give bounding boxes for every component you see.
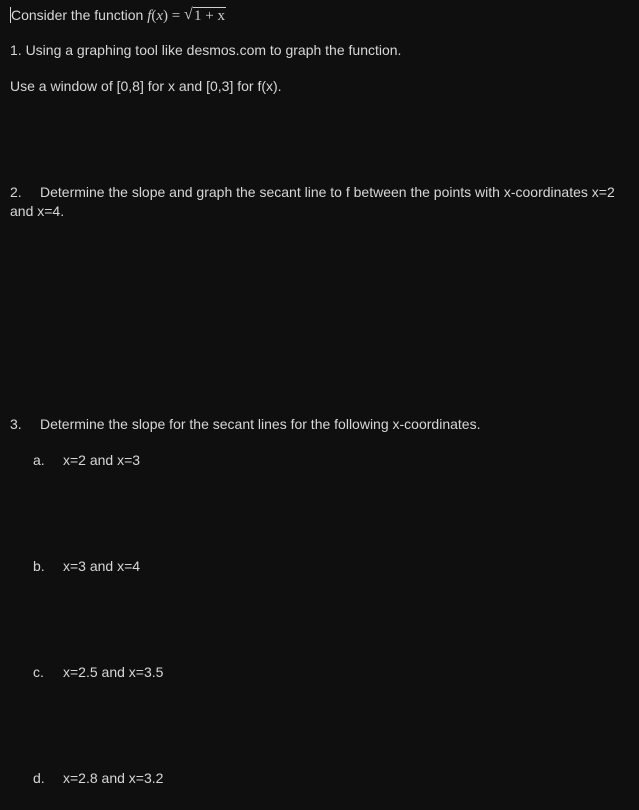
intro-line	[10, 6, 226, 25]
item-text: x=2.8 and x=3.2	[63, 770, 164, 786]
question-2-text: Determine the slope and graph the secant line to f between the points with x-coordinates x=2 and x=4.	[10, 184, 615, 219]
equals-sign: =	[168, 8, 185, 24]
square-root	[184, 7, 226, 25]
item-letter: b.	[33, 558, 45, 574]
question-3-text: Determine the slope for the secant lines for the following x-coordinates.	[40, 416, 481, 432]
list-item	[33, 557, 140, 575]
function-variable: x	[156, 8, 164, 24]
radicand: 1 + x	[194, 8, 225, 24]
function-formula: f(x) = √ 1 + x	[147, 6, 225, 24]
list-item	[33, 769, 163, 787]
radical-icon: √	[184, 6, 193, 23]
question-1-window: Use a window of [0,8] for x and [0,3] for f(x).	[10, 78, 282, 94]
item-text: x=2 and x=3	[63, 452, 141, 468]
question-3	[10, 415, 480, 433]
question-3-number: 3.	[10, 416, 22, 432]
intro-text: Consider the function	[11, 7, 148, 23]
item-letter: c.	[33, 664, 44, 680]
list-item	[33, 663, 163, 681]
item-letter: a.	[33, 452, 45, 468]
question-2-number: 2.	[10, 184, 22, 200]
item-text: x=2.5 and x=3.5	[63, 664, 164, 680]
question-1: 1. Using a graphing tool like desmos.com to graph the function.	[10, 42, 402, 58]
question-2	[10, 183, 625, 221]
list-item	[33, 451, 140, 469]
item-letter: d.	[33, 770, 45, 786]
item-text: x=3 and x=4	[63, 558, 141, 574]
function-name: f	[147, 8, 152, 24]
